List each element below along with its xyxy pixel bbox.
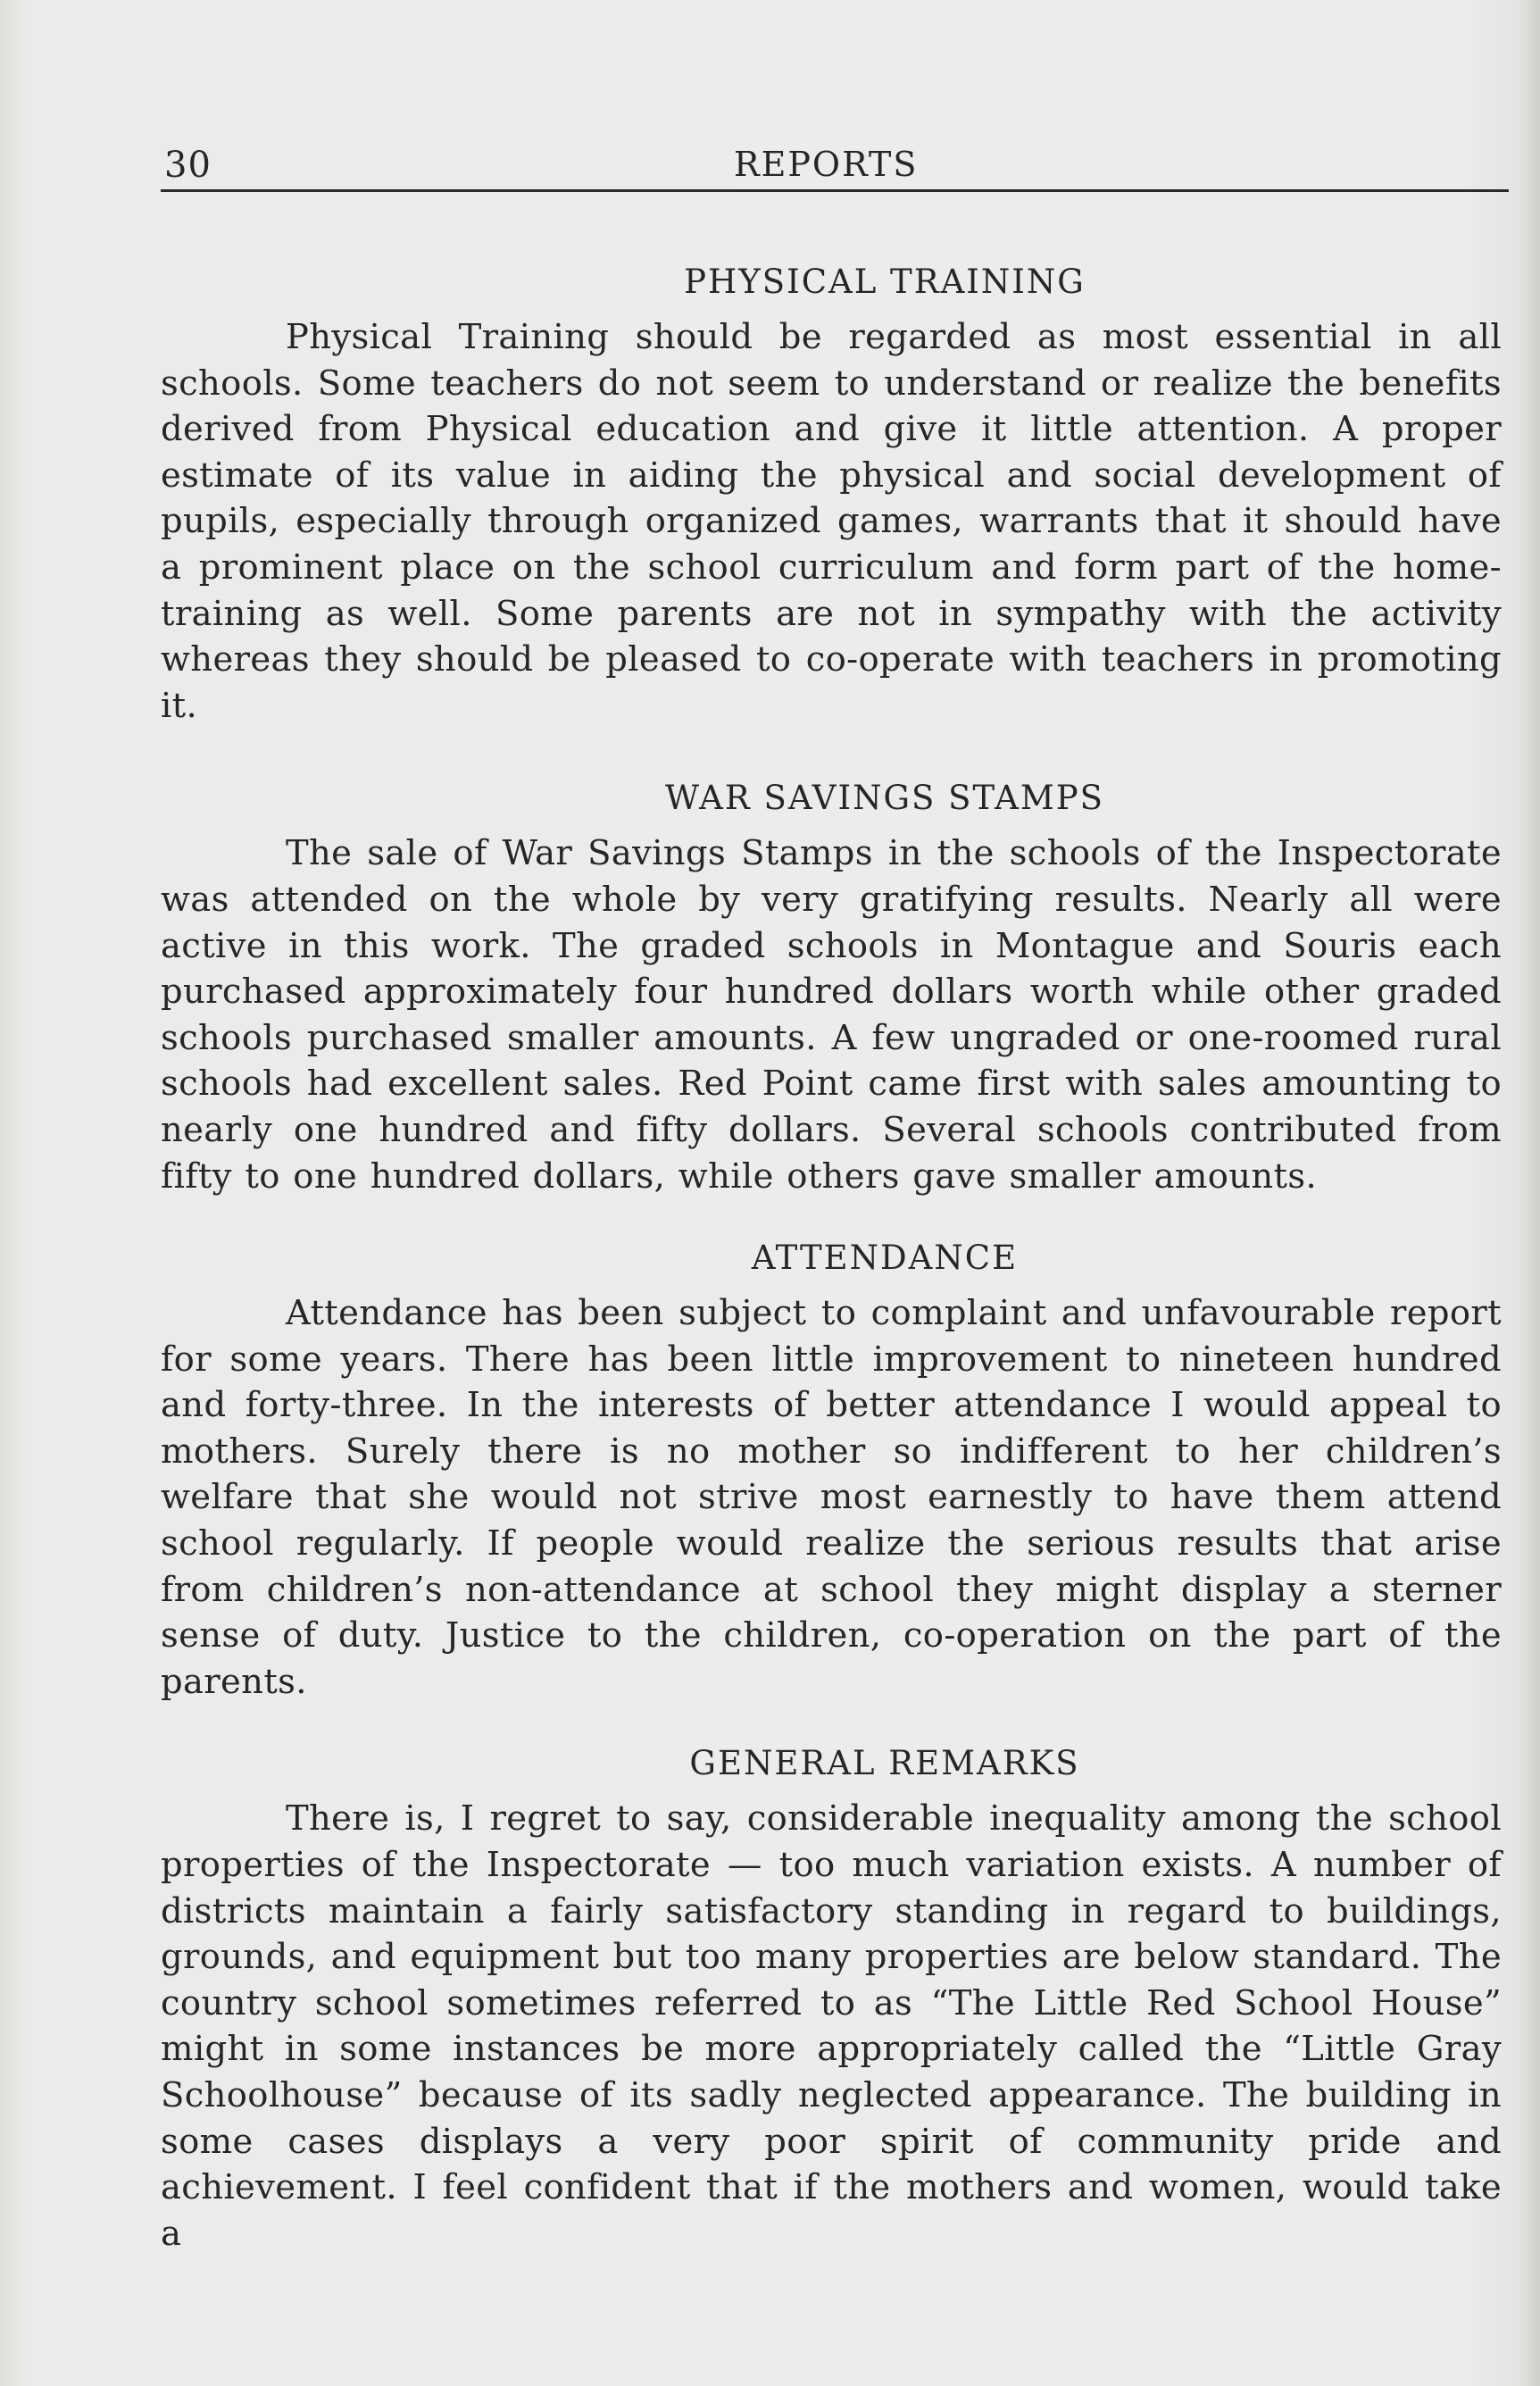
page-header (161, 145, 1509, 192)
section-spacer (161, 729, 1502, 777)
section-heading-war-savings-stamps: WAR SAVINGS STAMPS (665, 779, 1104, 818)
section-spacer (161, 1705, 1502, 1742)
section-heading-general-remarks: GENERAL REMARKS (689, 1744, 1080, 1783)
paragraph-physical-training: Physical Training should be regarded as most essential in all schools. Some teachers do not seem to understand or realize the benefits derived from Physical education and give it little attention. A proper estimate of its value in aiding the physical and social development of pupils, especially through organized games, warrants that it should have a prominent place on the school curriculum and form part of the home-training as well. Some parents are not in sympathy with the activity whereas they should be pleased to co-operate with teachers in promoting it. (161, 317, 1502, 726)
section-heading-attendance: ATTENDANCE (751, 1239, 1019, 1278)
page-body (161, 261, 1502, 2257)
section-spacer (161, 1199, 1502, 1237)
paragraph-attendance: Attendance has been subject to complaint and unfavourable report for some years. There has been little improvement to nineteen hundred and forty-three. In the interests of better attendance I would appeal to mothers. Surely there is no mother so indifferent to her children’s welfare that she would not strive most earnestly to have them attend school regularly. If people would realize the serious results that arise from children’s non-attendance at school they might display a sterner sense of duty. Justice to the children, co-operation on the part of the parents. (161, 1293, 1502, 1702)
running-head: REPORTS (734, 145, 919, 184)
paragraph-general-remarks: There is, I regret to say, considerable inequality among the school properties of the Inspectorate — too much variation exists. A number of districts maintain a fairly satisfactory standing in regard to buildings, grounds, and equipment but too many properties are below standard. The country school sometimes referred to as “The Little Red School House” might in some instances be more appropriately called the “Little Gray Schoolhouse” because of its sadly neglected appearance. The building in some cases displays a very poor spirit of community pride and achievement. I feel confident that if the mothers and women, would take a (161, 1798, 1502, 2254)
paragraph-war-savings-stamps: The sale of War Savings Stamps in the schools of the Inspectorate was attended on the whole by very gratifying results. Nearly all were active in this work. The graded schools in Montague and Souris each purchased approximately four hundred dollars worth while other graded schools purchased smaller amounts. A few ungraded or one-roomed rural schools had excellent sales. Red Point came first with sales amounting to nearly one hundred and fifty dollars. Several schools contributed from fifty to one hundred dollars, while others gave smaller amounts. (161, 833, 1502, 1197)
page-number: 30 (164, 145, 212, 186)
section-heading-physical-training: PHYSICAL TRAINING (684, 263, 1086, 301)
